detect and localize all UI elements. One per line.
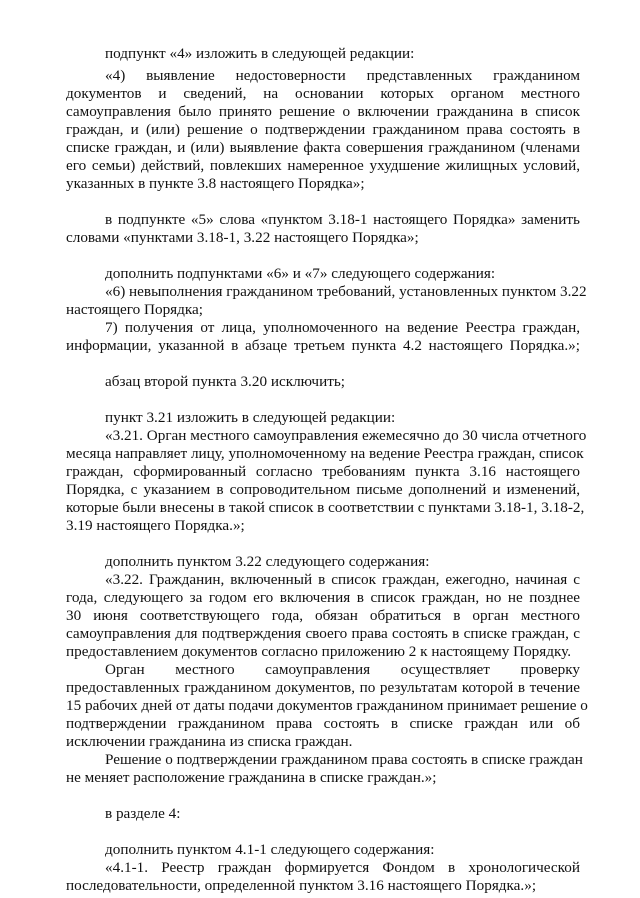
text-line: исключении гражданина из списка граждан. — [66, 733, 353, 750]
text-line: предоставлением документов согласно приложению 2 к настоящему Порядку. — [66, 643, 572, 660]
text-line: дополнить подпунктами «6» и «7» следующего содержания: — [105, 265, 496, 282]
text-line: настоящего Порядка; — [66, 301, 203, 318]
text-line: в разделе 4: — [105, 805, 181, 822]
text-line: граждан, и (или) решение о подтверждении гражданином права состоять в — [66, 121, 580, 138]
text-line: последовательности, определенной пунктом 3.16 настоящего Порядка.»; — [66, 877, 537, 894]
text-line: месяца направляет лицу, уполномоченному на ведение Реестра граждан, список — [66, 445, 584, 462]
text-line: Решение о подтверждении гражданином права состоять в списке граждан — [105, 751, 583, 768]
text-line: 7) получения от лица, уполномоченного на ведение Реестра граждан, — [105, 319, 580, 336]
text-line: «3.22. Гражданин, включенный в список граждан, ежегодно, начиная с — [105, 571, 580, 588]
text-line: которые были внесены в такой список в соответствии с пунктами 3.18-1, 3.18-2, — [66, 499, 585, 516]
text-line: «4) выявление недостоверности представленных гражданином — [105, 67, 580, 84]
text-line: года, следующего за годом его включения в список граждан, но не позднее — [66, 589, 580, 606]
text-line: словами «пунктами 3.18-1, 3.22 настоящего Порядка»; — [66, 229, 419, 246]
text-line: подтверждении гражданином права состоять в списке граждан или об — [66, 715, 580, 732]
text-line: самоуправления для подтверждения своего права состоять в списке граждан, с — [66, 625, 580, 642]
text-line: Порядка, с указанием в сопроводительном письме дополнений и изменений, — [66, 481, 580, 498]
text-line: Орган местного самоуправления осуществляет проверку — [105, 661, 580, 678]
text-line: предоставленных гражданином документов, по результатам которой в течение — [66, 679, 580, 696]
text-line: «6) невыполнения гражданином требований, установленных пунктом 3.22 — [105, 283, 587, 300]
text-line: списке граждан, и (или) выявление факта совершения гражданином (членами — [66, 139, 580, 156]
text-line: пункт 3.21 изложить в следующей редакции: — [105, 409, 396, 426]
text-line: дополнить пунктом 3.22 следующего содержания: — [105, 553, 430, 570]
text-line: самоуправления было принято решение о включении гражданина в список — [66, 103, 580, 120]
text-line: информации, указанной в абзаце третьем пункта 4.2 настоящего Порядка.»; — [66, 337, 580, 354]
text-line: в подпункте «5» слова «пунктом 3.18-1 настоящего Порядка» заменить — [105, 211, 580, 228]
text-line: дополнить пунктом 4.1-1 следующего содержания: — [105, 841, 435, 858]
text-line: подпункт «4» изложить в следующей редакции: — [105, 45, 415, 62]
text-line: 3.19 настоящего Порядка.»; — [66, 517, 245, 534]
text-line: его семьи) действий, повлекших намеренное ухудшение жилищных условий, — [66, 157, 580, 174]
text-line: указанных в пункте 3.8 настоящего Порядка»; — [66, 175, 365, 192]
text-line: «3.21. Орган местного самоуправления ежемесячно до 30 числа отчетного — [105, 427, 587, 444]
text-line: документов и сведений, на основании которых органом местного — [66, 85, 580, 102]
text-line: 30 июня соответствующего года, обязан обратиться в орган местного — [66, 607, 580, 624]
text-line: граждан, сформированный согласно требованиям пункта 3.16 настоящего — [66, 463, 580, 480]
text-line: не меняет расположение гражданина в списке граждан.»; — [66, 769, 437, 786]
text-line: 15 рабочих дней от даты подачи документов гражданином принимает решение о — [66, 697, 588, 714]
text-line: абзац второй пункта 3.20 исключить; — [105, 373, 345, 390]
text-line: «4.1-1. Реестр граждан формируется Фондом в хронологической — [105, 859, 580, 876]
